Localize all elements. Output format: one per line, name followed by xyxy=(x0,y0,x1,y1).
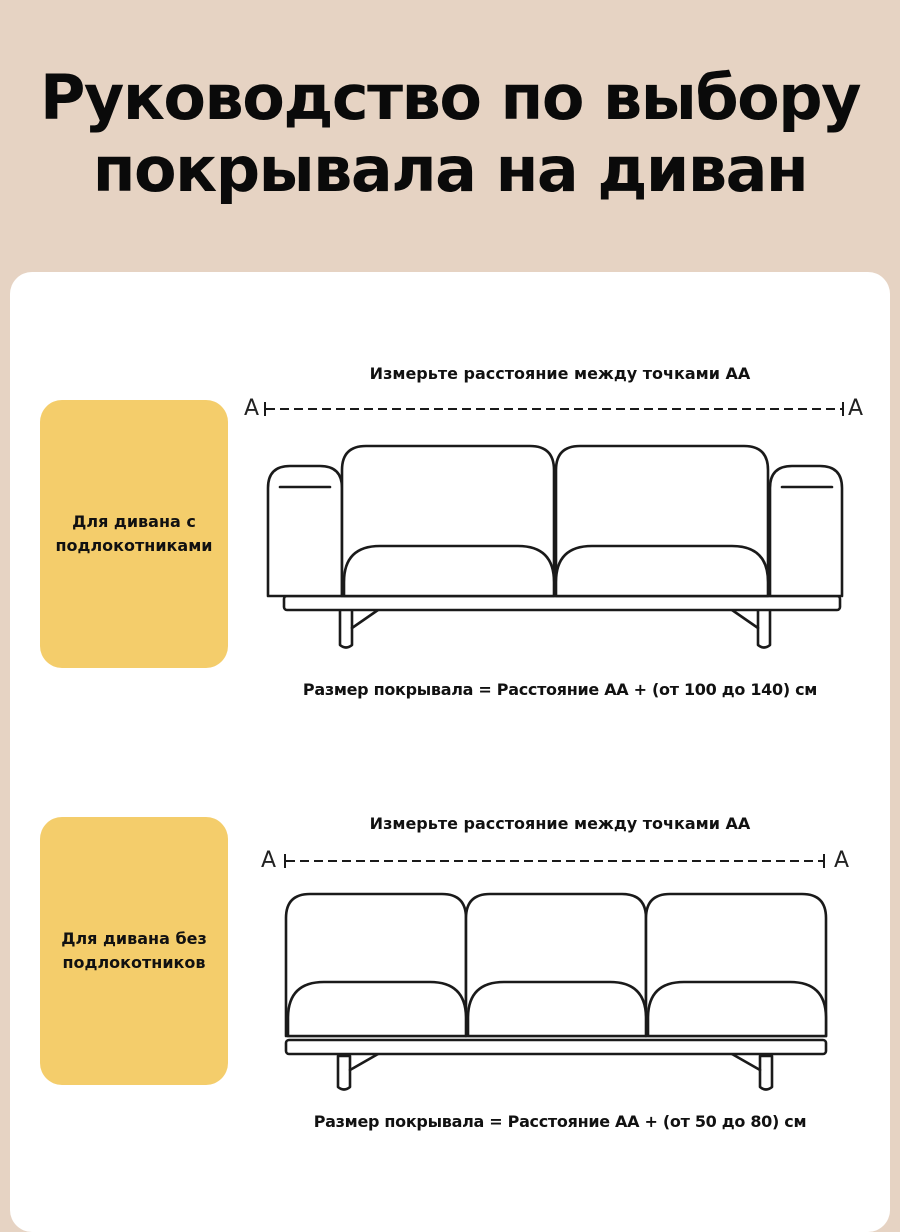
sofa-leg-left xyxy=(338,1056,350,1090)
title-line-1: Руководство по выбору xyxy=(39,61,861,134)
sofa-seat-cushion-right xyxy=(556,546,768,596)
section-without-armrests xyxy=(0,800,900,1160)
point-a-right: A xyxy=(848,396,864,421)
sofa-leg-brace-left xyxy=(350,1054,378,1070)
sofa-leg-left xyxy=(340,608,352,648)
sofa-seat-cushion-middle xyxy=(468,982,646,1036)
formula-without-armrests: Размер покрывала = Расстояние АА + (от 50 до 80) см xyxy=(313,1112,807,1131)
formula-with-armrests: Размер покрывала = Расстояние АА + (от 100 до 140) см xyxy=(302,680,818,699)
page-title xyxy=(0,62,900,206)
sofa-seat-cushion-right xyxy=(648,982,826,1036)
label-without-armrests: Для дивана без подлокотников xyxy=(61,929,207,972)
sofa-armrest-left xyxy=(268,466,342,596)
sofa-without-armrests-illustration xyxy=(0,800,900,1160)
sofa-with-armrests-illustration xyxy=(0,350,900,710)
point-a-left: A xyxy=(244,396,260,421)
sofa-leg-right xyxy=(758,608,770,648)
sofa-armrest-right xyxy=(770,466,842,596)
sofa-leg-brace-left xyxy=(352,610,378,628)
measure-instruction: Измерьте расстояние между точками АА xyxy=(369,814,751,833)
sofa-seat-cushion-left xyxy=(344,546,554,596)
sofa-base-rail xyxy=(284,596,840,610)
sofa-leg-right xyxy=(760,1056,772,1090)
sofa-base-rail xyxy=(286,1040,826,1054)
label-with-armrests: Для дивана с подлокотниками xyxy=(55,512,213,555)
sofa-leg-brace-right xyxy=(732,610,758,628)
title-line-2: покрывала на диван xyxy=(92,133,808,206)
sofa-leg-brace-right xyxy=(732,1054,760,1070)
point-a-left: A xyxy=(261,848,277,873)
sofa-seat-cushion-left xyxy=(288,982,466,1036)
section-with-armrests xyxy=(0,350,900,710)
point-a-right: A xyxy=(834,848,850,873)
measure-instruction: Измерьте расстояние между точками АА xyxy=(369,364,751,383)
